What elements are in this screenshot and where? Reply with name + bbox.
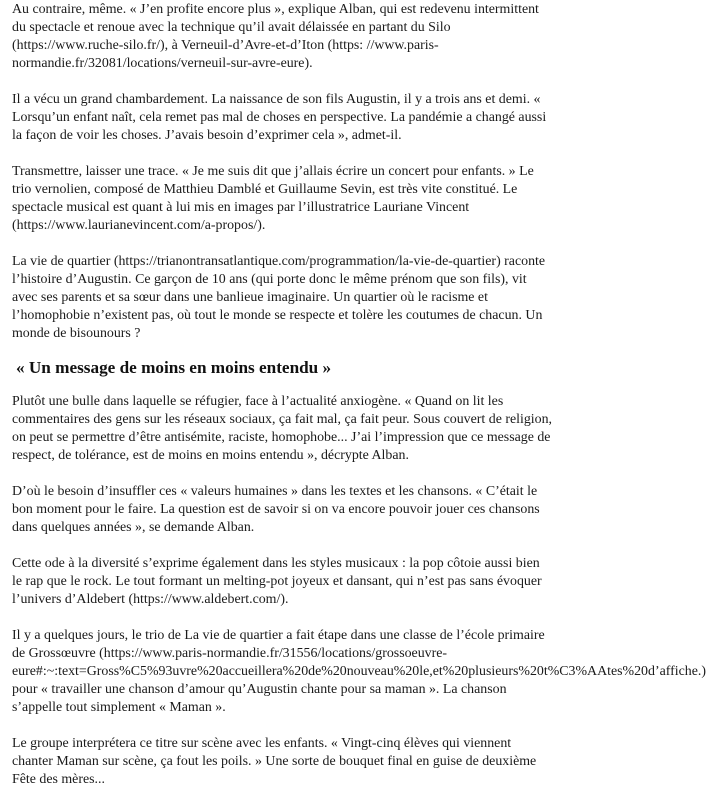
paragraph-spacer xyxy=(12,73,553,91)
paragraph-spacer xyxy=(12,235,553,253)
paragraph-4: La vie de quartier (https://trianontransatlantique.com/programmation/la-vie-de-quartier) raconte l’histoire d’Augustin. Ce garçon de 10 ans (qui porte donc le même prénom que son fils), vit avec ses parents et sa sœur dans une banlieue imaginaire. Un quartier où le racisme et l’homophobie n’existent pas, où tout le monde se respecte et tolère les coutumes de chacun. Un monde de bisounours ? xyxy=(12,254,546,341)
paragraph-1: Au contraire, même. « J’en profite encore plus », explique Alban, qui est redevenu intermittent du spectacle et renoue avec la technique qu’il avait délaissée en partant du Silo (https://www.ruche-silo.fr/), à Verneuil-d’Avre-et-d’Iton (https: //www.paris-normandie.fr/32081/locations/verneuil-sur-avre-eure). xyxy=(12,2,539,71)
paragraph-5: Plutôt une bulle dans laquelle se réfugier, face à l’actualité anxiogène. « Quand on lit les commentaires des gens sur les réseaux sociaux, ça fait mal, ça fait peur. Sous couvert de religion, on peut se permettre d’être antisémite, raciste, homophobe... J’ai l’impression que ce message de respect, de tolérance, est de moins en moins entendu », décrypte Alban. xyxy=(12,394,553,463)
paragraph-8: Il y a quelques jours, le trio de La vie de quartier a fait étape dans une classe de l’école primaire de Grossœuvre (https://www.paris-normandie.fr/31556/locations/grossoeuvre-eure#:~:text=Gross%C5%93uvre%20accueillera%20de%20nouveau%20le,et%20plusieurs%20t%C3%AAtes%20d’affiche.) pour « travailler une chanson d’amour qu’Augustin chante pour sa maman ». La chanson s’appelle tout simplement « Maman ». xyxy=(12,628,706,715)
paragraph-6: D’où le besoin d’insuffler ces « valeurs humaines » dans les textes et les chansons. « C’était le bon moment pour le faire. La question est de savoir si on va encore pouvoir jouer ces chansons dans quelques années », se demande Alban. xyxy=(12,484,540,535)
heading-spacer xyxy=(12,379,553,393)
paragraph-9: Le groupe interprétera ce titre sur scène avec les enfants. « Vingt-cinq élèves qui viennent chanter Maman sur scène, ça fout les poils. » Une sorte de bouquet final en guise de deuxième Fête des mères... xyxy=(12,736,537,787)
article-page xyxy=(0,1,706,799)
paragraph-spacer xyxy=(12,717,553,735)
section-heading: « Un message de moins en moins entendu » xyxy=(16,358,332,377)
paragraph-spacer xyxy=(12,465,553,483)
paragraph-2: Il a vécu un grand chambardement. La naissance de son fils Augustin, il y a trois ans et demi. « Lorsqu’un enfant naît, cela remet pas mal de choses en perspective. La pandémie a changé aussi la façon de voir les choses. J’avais besoin d’exprimer cela », admet-il. xyxy=(12,92,547,143)
paragraph-3: Transmettre, laisser une trace. « Je me suis dit que j’allais écrire un concert pour enfants. » Le trio vernolien, composé de Matthieu Damblé et Guillaume Sevin, est très vite constitué. Le spectacle musical est quant à lui mis en images par l’illustratrice Lauriane Vincent (https://www.laurianevincent.com/a-propos/). xyxy=(12,164,534,233)
paragraph-spacer xyxy=(12,145,553,163)
paragraph-spacer xyxy=(12,609,553,627)
paragraph-spacer xyxy=(12,537,553,555)
paragraph-7: Cette ode à la diversité s’exprime également dans les styles musicaux : la pop côtoie aussi bien le rap que le rock. Le tout formant un melting-pot joyeux et dansant, qui n’est pas sans évoquer l’univers d’Aldebert (https://www.aldebert.com/). xyxy=(12,556,542,607)
heading-spacer xyxy=(12,343,553,357)
